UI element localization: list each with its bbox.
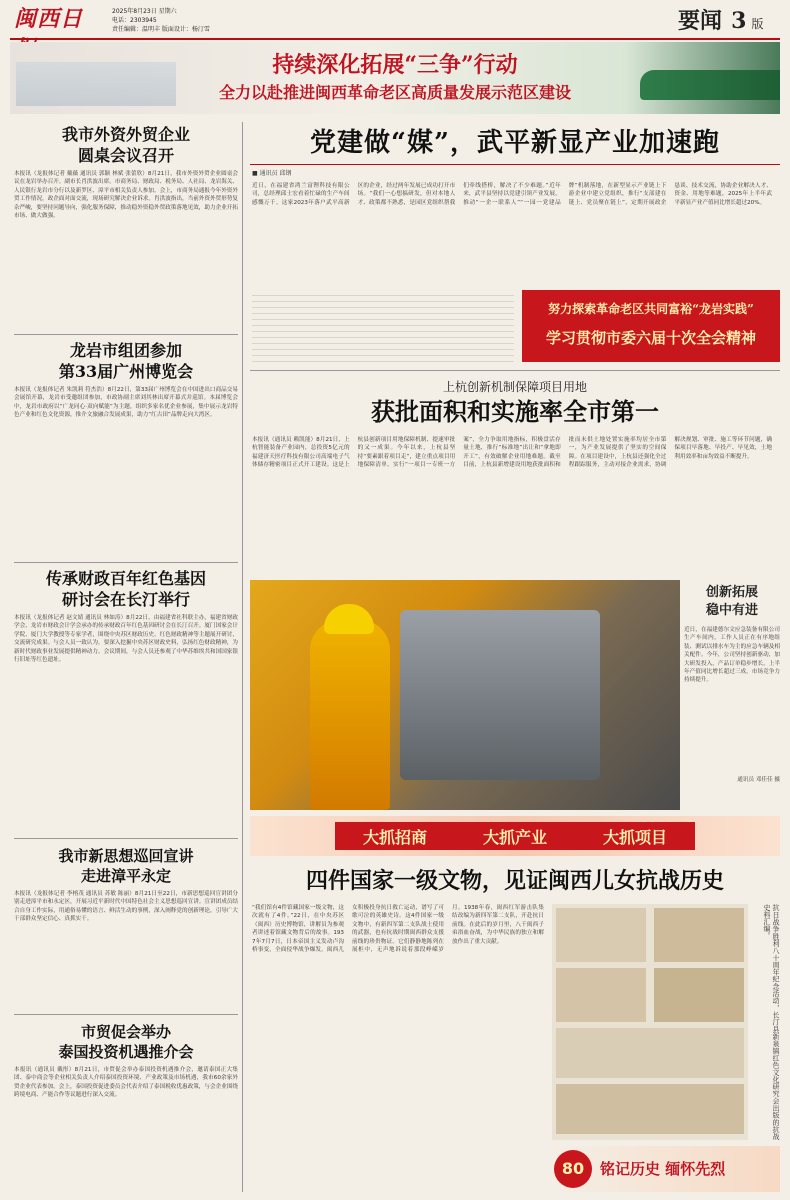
masthead-logo [14, 4, 104, 34]
photo-worker-shape [310, 620, 390, 810]
banner-title-line1: 持续深化拓展“三争”行动 [272, 52, 518, 78]
article5-title: 市贸促会举办 泰国投资机遇推介会 [58, 1023, 194, 1061]
worker-photo [250, 580, 680, 810]
side-box-credit: 通讯员 邓佳佳 摄 [737, 777, 780, 783]
promo-line1: 努力探索革命老区共同富裕“龙岩实践” [548, 302, 754, 316]
left-col-divider [242, 122, 243, 1192]
slogan-inner [335, 822, 695, 850]
anniversary-banner [548, 1146, 780, 1192]
mid-body: 本报讯（通讯员 赖凯能）8月21日，上杭智能装备产业园内，总投资5亿元的福建济天医疗科技有限公司高端电子气体储存精密项目正式开工建设。这是上杭县创新项目用地保障机制、提速审批的又一成果。今年以来，上杭县坚持“要素跟着项目走”，建立重点项目用地保障清单，实行“一项目一专班一方案”，全力争取用地指标，积极盘活存量土地，推行“标准地”出让和“拿地即开工”，有效破解企业用地难题。截至目前，上杭县新增建设用地获批面积和批而未供土地处置实施率均居全市第一，为产业发展提供了坚实的空间保障。在项目建设中，上杭县还强化全过程跟踪服务，主动对接企业需求，协调解决规划、审批、施工等环节问题，确保项目早落地、早投产、早见效，土地利用效率和亩均效益不断提升。 [252, 437, 772, 469]
artifact-photo-5 [556, 1028, 744, 1078]
anniv-badge [554, 1150, 592, 1188]
slogan-part-1: 大抓招商 [362, 827, 427, 847]
top-article-rule [250, 164, 780, 165]
artifact-photo-2 [654, 908, 744, 962]
article3-body: 本报讯（龙报体记者 赵文婧 通讯员 林如涛）8月22日，由福建省社科联主办，福建省财政学会、龙岩市财政会计学会承办的传承财政百年红色基因研讨会在长汀召开。厦门国家会计学院、厦门大学教授等专家学者，围绕中央苏区财政历史、红色财政精神等主题展开研讨，交流研究成果。与会人员一致认为，要深入挖掘中央苏区财政史料，弘扬红色财政精神，为新时代财政事业发展提供精神动力。会议期间，与会人员还参观了中华苏维埃共和国国家银行旧址等红色遗址。 [14, 615, 238, 664]
article1-title: 我市外资外贸企业 圆桌会议召开 [61, 125, 190, 165]
article2-title: 龙岩市组团参加 第33届广州博览会 [58, 341, 194, 381]
mid-title: 获批面积和实施率全市第一 [371, 397, 659, 426]
masthead-date: 2025年8月23日 星期六 [112, 8, 177, 15]
artifact-photo-3 [556, 968, 646, 1022]
top-article-body: 近日，在福建省鸿兰富锂科技有限公司，总经理邱士宏看着忙碌的生产车间感慨万千。这家2023年落户武平高新区的企业，经过两年发展已成功打开市场。“我们一心想搞研发，但对本地人才、政策都不熟悉，是园区党组织帮我们牵线搭桥，解决了不少难题。”近年来，武平县坚持以党建引领产业发展，推动“一企一联系人”“一园一党建品牌”机制落地，在新型显示产业链上下游企业中建立党组织，推行“支部建在链上、党员聚在链上”，定期开展政企恳谈、技术交流，协助企业解决人才、资金、用地等难题，2025年上半年武平新显产业产值同比增长超过20%。 [252, 183, 772, 206]
artifact-photo-4 [654, 968, 744, 1022]
article4-title: 我市新思想巡回宣讲 走进漳平永定 [58, 847, 194, 885]
slogan-bar [250, 816, 780, 856]
banner-title-line2: 全力以赴推进闽西革命老区高质量发展示范区建设 [218, 83, 571, 102]
slogan-part-3: 大抓项目 [602, 827, 667, 847]
mid-rule [250, 370, 780, 371]
promo-box [522, 290, 780, 362]
vertical-note: 抗日战争胜利八十周年纪念活动，长汀县新泉镇红色文化研究会出版的抗战史料汇编。 [763, 904, 780, 1140]
banner-building-shape [16, 62, 176, 106]
promo-line2: 学习贯彻市委六届十次全会精神 [545, 329, 756, 347]
rule-1 [14, 334, 238, 335]
slogan-part-2: 大抓产业 [482, 827, 547, 847]
section-label [678, 4, 788, 38]
top-article-byline: ■ 通讯员 邱钢 [252, 170, 292, 177]
article5-body: 本报讯（通讯员 戴彤）8月21日，市贸促会举办泰国投资机遇推介会，邀请泰国正大集团、泰中商会等企业相关负责人介绍泰国投资环境、产业政策及市场机遇，我市60余家外贸企业代表参加。会上，泰国投资促进委员会代表介绍了泰国税收优惠政策，与会企业围绕跨境电商、产能合作等议题进行深入交流。 [14, 1067, 238, 1099]
rule-3 [14, 838, 238, 839]
photo-machine-shape [400, 610, 600, 780]
page-suffix: 版 [751, 17, 764, 31]
side-box [684, 580, 780, 810]
masthead-phone: 电话：2303945 [112, 17, 157, 24]
logo-text: 闽西日 [14, 6, 84, 32]
artifact-photo-6 [556, 1084, 744, 1134]
anniv-title: 铭记历史 缅怀先烈 [600, 1160, 726, 1178]
photo-helmet-shape [324, 604, 374, 634]
side-box-title: 创新拓展 稳中有进 [705, 585, 758, 618]
banner-train-shape [640, 70, 780, 100]
anniv-badge-number: 80 [561, 1159, 585, 1178]
top-article-title: 党建做“媒”，武平新显产业加速跑 [310, 128, 720, 158]
article1-body: 本报讯（龙报体记者 戴薇 通讯员 郭颖 林斌 张蕾欣）8月21日，我市外资外贸企业圆桌会议在龙岩举办召开。副市长肖洪波出席。市商务局、财政局、税务局、人社局、龙岩海关、人民银行龙岩市分行以及新罗区、漳平市相关负责人参加。会上，市商务局通报今年外资外贸工作情况，政企面对面交流，现场研究解决企业诉求。肖洪波指出，当前外资外贸形势复杂严峻，要坚持问题导向，强化服务保障，推动稳外资稳外贸政策落地见效，助力企业开拓市场、做大做强。 [14, 171, 238, 220]
bottom-title: 四件国家一级文物，见证闽西儿女抗战历史 [305, 868, 724, 894]
article4-body: 本报讯（龙报体记者 李榕茂 通讯员 苏敏 陈丽）8月21日至22日，市新思想巡回宣讲团分别走进漳平市和永定区，开展习近平新时代中国特色社会主义思想巡回宣讲。宣讲团成员结合自身工作实际，用通俗易懂的语言、鲜活生动的事例，深入阐释党的创新理论，引导广大干部群众坚定信心、真抓实干。 [14, 891, 238, 923]
artifact-photos [552, 904, 748, 1140]
rule-2 [14, 562, 238, 563]
side-box-body: 近日，在福建德尔文应急装备有限公司生产车间内，工作人员正在有序地组装、测试以排水车为主的应急车辆及相关配件。今年，公司坚持创新驱动，加大研发投入，产品订单稳步增长，上半年产值同比增长超过三成，市场竞争力持续提升。 [684, 627, 780, 684]
top-article-continued-area [252, 290, 514, 362]
top-banner [10, 42, 780, 114]
rule-4 [14, 1014, 238, 1015]
article3-title: 传承财政百年红色基因 研讨会在长汀举行 [45, 569, 206, 609]
section-name: 要闻 [678, 8, 723, 34]
article2-body: 本报讯（龙报体记者 朱凯莉 符杰浩）8月22日，第33届广州博览会在中国进出口商品交易会展馆开幕，龙岩市受邀组团参加，市政协副主席刘其林出席开幕式并巡馆。本届博览会中，龙岩市政府以“广龙同心·双向赋能”为主题，组织多家名优企业参展，集中展示龙岩特色产业和红色文化资源，推介文旅融合发展成果，助力“红古田”品牌走向大湾区。 [14, 387, 238, 419]
masthead-rule [10, 38, 780, 40]
page-number: 3 [731, 8, 747, 34]
bottom-body: “我们馆有4件馆藏国家一级文物，这次就有了4件。”22日，在中央苏区（闽西）历史博物馆，讲解员为参观者讲述着馆藏文物背后的故事。1937年7月7日，日本帝国主义发动卢沟桥事变，全面侵华战争爆发。闽西儿女积极投身抗日救亡运动，谱写了可歌可泣的英雄史诗。这4件国家一级文物中，有新四军第二支队战士使用的武器，也有抗战时期闽西群众支援前线的珍贵物证。它们静静地陈列在展柜中，无声地诉说着那段峥嵘岁月。1938年春，闽西红军游击队集结改编为新四军第二支队，开赴抗日前线。在此后的岁月里，八千闽西子弟浴血奋战，为中华民族的独立和解放作出了重大贡献。 [252, 905, 544, 954]
masthead-editors: 责任编辑：温明丰 版面设计：杨汀雪 [112, 26, 210, 33]
artifact-photo-1 [556, 908, 646, 962]
mid-kicker: 上杭创新机制保障项目用地 [442, 380, 587, 394]
